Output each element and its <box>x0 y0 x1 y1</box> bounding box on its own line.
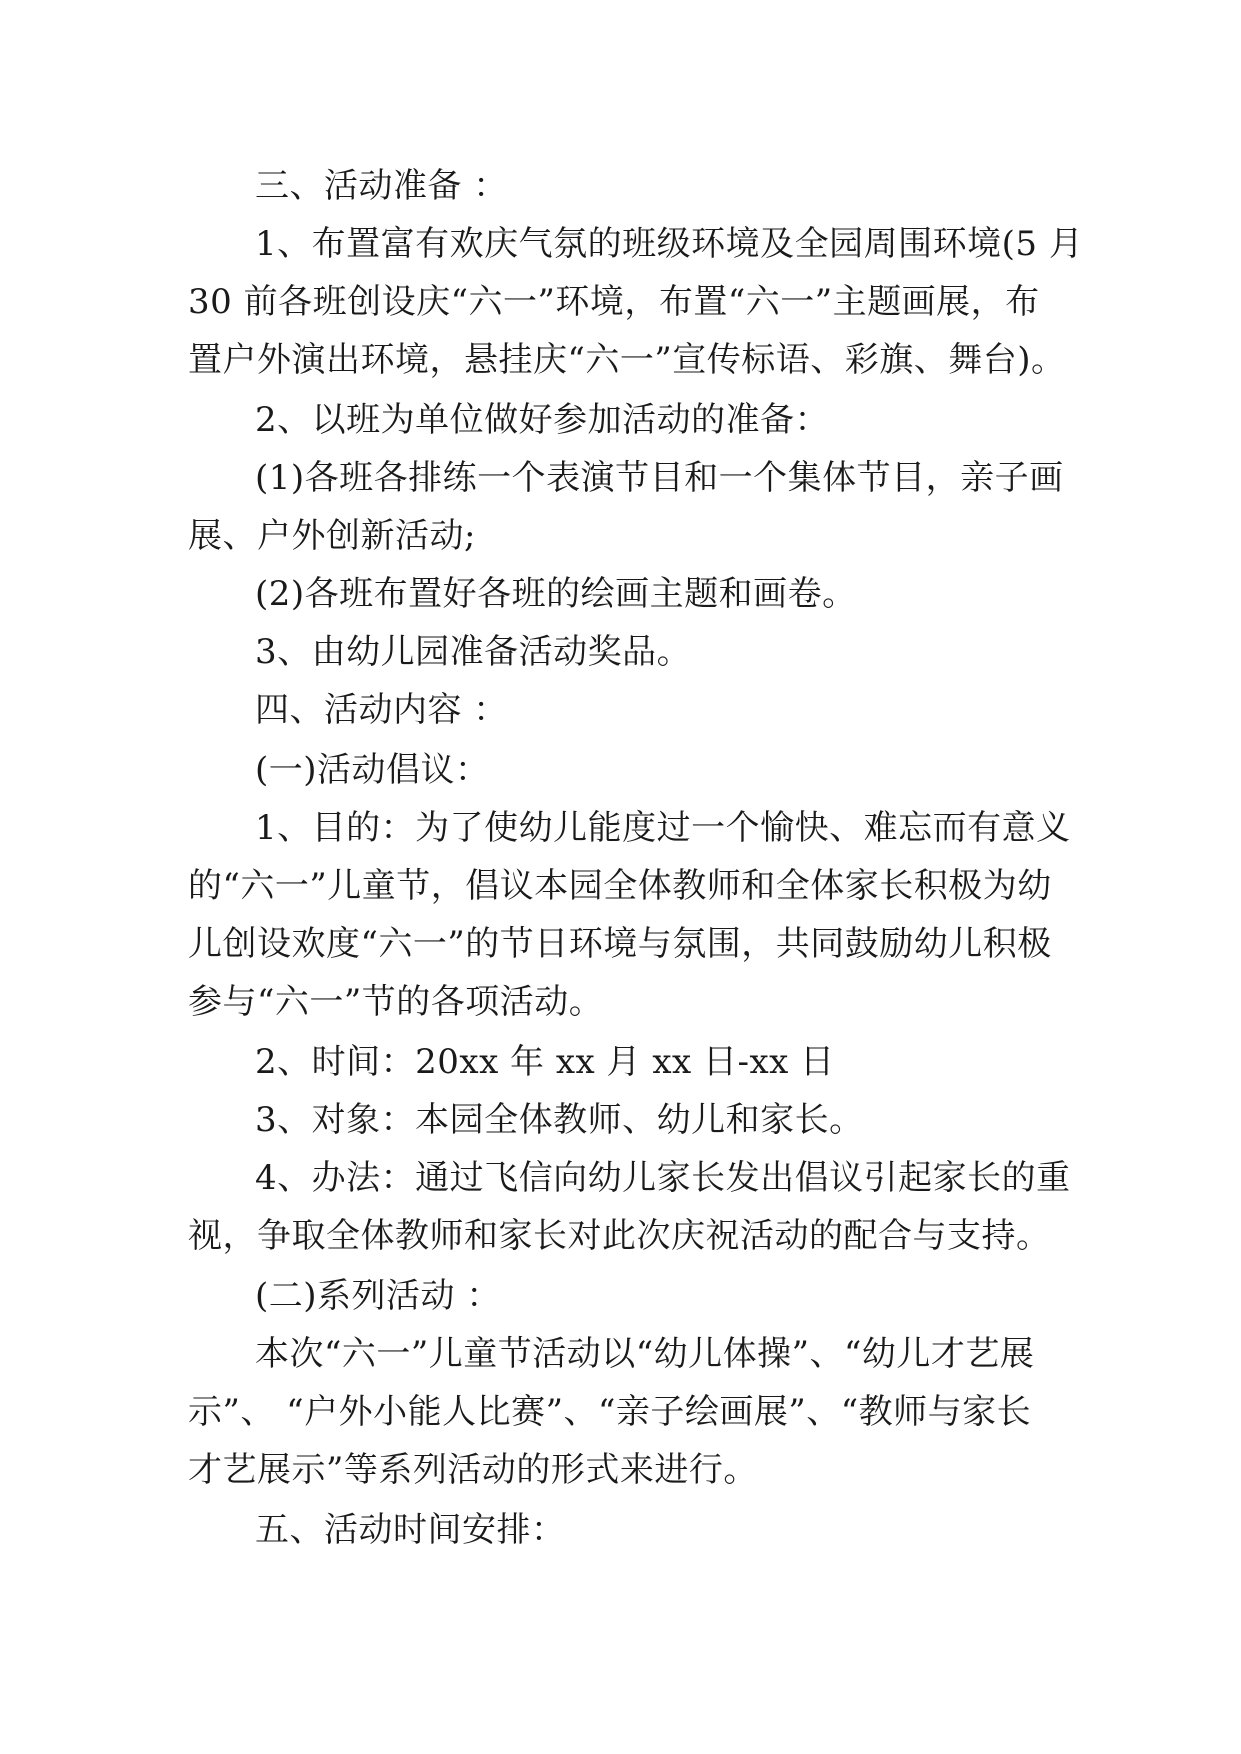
paragraph-line: 示”、 “户外小能人比赛”、“亲子绘画展”、“教师与家长 <box>188 1392 1032 1432</box>
paragraph-line: 1、目的：为了使幼儿能度过一个愉快、难忘而有意义 <box>255 808 1071 848</box>
paragraph-line: 视，争取全体教师和家长对此次庆祝活动的配合与支持。 <box>188 1216 1051 1256</box>
paragraph-line: 4、办法：通过飞信向幼儿家长发出倡议引起家长的重 <box>255 1158 1071 1198</box>
heading-activity-preparation: 三、活动准备 ： <box>255 166 508 206</box>
paragraph-line: 2、以班为单位做好参加活动的准备： <box>255 400 830 440</box>
paragraph-line: 置户外演出环境，悬挂庆“六一”宣传标语、彩旗、舞台)。 <box>188 340 1066 380</box>
paragraph-line: 本次“六一”儿童节活动以“幼儿体操”、“幼儿才艺展 <box>255 1334 1035 1374</box>
paragraph-line: 参与“六一”节的各项活动。 <box>188 982 604 1022</box>
paragraph-line: 3、对象：本园全体教师、幼儿和家长。 <box>255 1100 864 1140</box>
paragraph-line: (2)各班布置好各班的绘画主题和画卷。 <box>255 574 857 614</box>
paragraph-line: 3、由幼儿园准备活动奖品。 <box>255 632 692 672</box>
paragraph-line: 2、时间：20xx 年 xx 月 xx 日-xx 日 <box>255 1042 835 1082</box>
subheading-series-activities: (二)系列活动 ： <box>255 1276 501 1316</box>
heading-activity-content: 四、活动内容 ： <box>255 690 508 730</box>
paragraph-line: 30 前各班创设庆“六一”环境，布置“六一”主题画展，布 <box>188 282 1040 322</box>
paragraph-line: 的“六一”儿童节，倡议本园全体教师和全体家长积极为幼 <box>188 866 1052 906</box>
paragraph-line: (1)各班各排练一个表演节目和一个集体节目，亲子画 <box>255 458 1064 498</box>
paragraph-line: 展、户外创新活动; <box>188 516 476 556</box>
paragraph-line: 才艺展示”等系列活动的形式来进行。 <box>188 1450 758 1490</box>
paragraph-line: 儿创设欢度“六一”的节日环境与氛围，共同鼓励幼儿积极 <box>188 924 1052 964</box>
heading-activity-schedule: 五、活动时间安排： <box>255 1510 566 1550</box>
paragraph-line: 1、布置富有欢庆气氛的班级环境及全园周围环境(5 月 <box>255 224 1084 264</box>
subheading-activity-proposal: (一)活动倡议： <box>255 750 490 790</box>
